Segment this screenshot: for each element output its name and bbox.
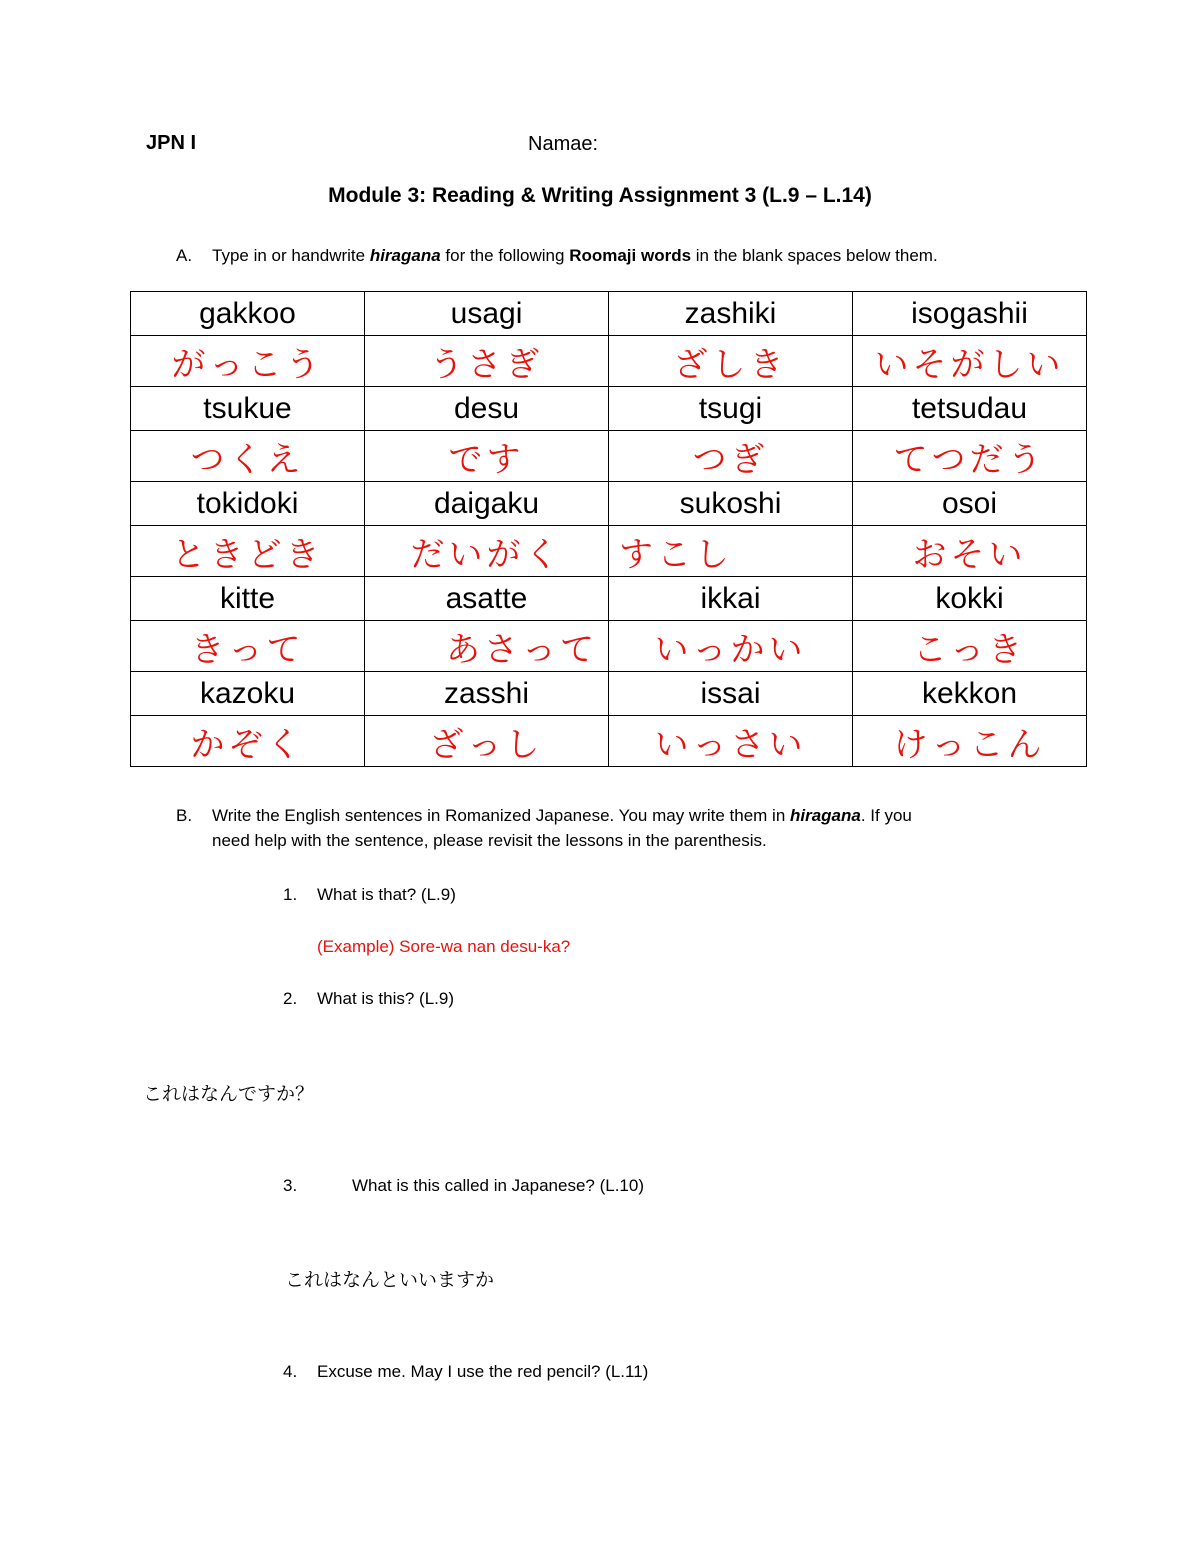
romaji-cell: zasshi xyxy=(365,672,609,716)
example-answer: (Example) Sore-wa nan desu-ka? xyxy=(317,937,571,956)
question-number: 1. xyxy=(283,885,298,904)
hiragana-row xyxy=(131,716,1087,767)
romaji-hiragana-table xyxy=(130,291,1087,767)
romaji-cell: gakkoo xyxy=(131,292,365,336)
course-label: JPN I xyxy=(146,132,197,154)
romaji-cell: tokidoki xyxy=(131,482,365,526)
romaji-cell: kekkon xyxy=(853,672,1087,716)
romaji-cell: tsugi xyxy=(609,387,853,431)
romaji-cell: osoi xyxy=(853,482,1087,526)
romaji-cell: asatte xyxy=(365,577,609,621)
hiragana-answer-cell[interactable]: あさって xyxy=(365,621,609,672)
question-number: 2. xyxy=(283,989,298,1008)
question-text: What is this? (L.9) xyxy=(317,989,454,1008)
hiragana-row xyxy=(131,526,1087,577)
romaji-row xyxy=(131,292,1087,336)
romaji-cell: isogashii xyxy=(853,292,1087,336)
section-a-letter: A. xyxy=(176,246,193,265)
hiragana-answer-cell[interactable]: けっこん xyxy=(853,716,1087,767)
romaji-cell: kazoku xyxy=(131,672,365,716)
romaji-row xyxy=(131,387,1087,431)
hiragana-answer-cell[interactable]: すこし xyxy=(609,526,853,577)
romaji-cell: daigaku xyxy=(365,482,609,526)
hiragana-answer-cell[interactable]: てつだう xyxy=(853,431,1087,482)
hiragana-answer-cell[interactable]: いっかい xyxy=(609,621,853,672)
hiragana-answer-cell[interactable]: かぞく xyxy=(131,716,365,767)
hiragana-row xyxy=(131,431,1087,482)
hiragana-row xyxy=(131,336,1087,387)
romaji-cell: kitte xyxy=(131,577,365,621)
romaji-cell: usagi xyxy=(365,292,609,336)
romaji-cell: zashiki xyxy=(609,292,853,336)
question-text: What is this called in Japanese? (L.10) xyxy=(352,1176,644,1195)
romaji-row xyxy=(131,672,1087,716)
question-text: Excuse me. May I use the red pencil? (L.11) xyxy=(317,1362,649,1381)
section-b-instructions-line1: Write the English sentences in Romanized Japanese. You may write them in hiragana. If you xyxy=(212,806,912,825)
hiragana-answer-cell[interactable]: つぎ xyxy=(609,431,853,482)
romaji-cell: sukoshi xyxy=(609,482,853,526)
hiragana-answer-cell[interactable]: がっこう xyxy=(131,336,365,387)
romaji-cell: desu xyxy=(365,387,609,431)
answer-q3[interactable]: これはなんといいますか xyxy=(285,1269,495,1291)
romaji-cell: tetsudau xyxy=(853,387,1087,431)
hiragana-answer-cell[interactable]: ざしき xyxy=(609,336,853,387)
hiragana-answer-cell[interactable]: きって xyxy=(131,621,365,672)
question-number: 3. xyxy=(283,1176,298,1195)
name-label: Namae: xyxy=(528,133,599,155)
page-title: Module 3: Reading & Writing Assignment 3 (L.9 – L.14) xyxy=(328,184,872,207)
romaji-row xyxy=(131,482,1087,526)
hiragana-answer-cell[interactable]: です xyxy=(365,431,609,482)
question-number: 4. xyxy=(283,1362,298,1381)
section-b-instructions-line2: need help with the sentence, please revisit the lessons in the parenthesis. xyxy=(212,831,767,850)
hiragana-answer-cell[interactable]: いそがしい xyxy=(853,336,1087,387)
hiragana-answer-cell[interactable]: いっさい xyxy=(609,716,853,767)
romaji-cell: issai xyxy=(609,672,853,716)
hiragana-answer-cell[interactable]: だいがく xyxy=(365,526,609,577)
hiragana-answer-cell[interactable]: つくえ xyxy=(131,431,365,482)
romaji-cell: kokki xyxy=(853,577,1087,621)
hiragana-answer-cell[interactable]: うさぎ xyxy=(365,336,609,387)
romaji-cell: ikkai xyxy=(609,577,853,621)
hiragana-answer-cell[interactable]: ざっし xyxy=(365,716,609,767)
section-b-letter: B. xyxy=(176,806,193,825)
question-text: What is that? (L.9) xyxy=(317,885,456,904)
romaji-cell: tsukue xyxy=(131,387,365,431)
hiragana-answer-cell[interactable]: ときどき xyxy=(131,526,365,577)
hiragana-answer-cell[interactable]: おそい xyxy=(853,526,1087,577)
hiragana-answer-cell[interactable]: こっき xyxy=(853,621,1087,672)
hiragana-row xyxy=(131,621,1087,672)
romaji-row xyxy=(131,577,1087,621)
section-a-instructions: Type in or handwrite hiragana for the following Roomaji words in the blank spaces below them. xyxy=(212,246,938,265)
answer-q2[interactable]: これはなんですか？ xyxy=(143,1083,315,1105)
